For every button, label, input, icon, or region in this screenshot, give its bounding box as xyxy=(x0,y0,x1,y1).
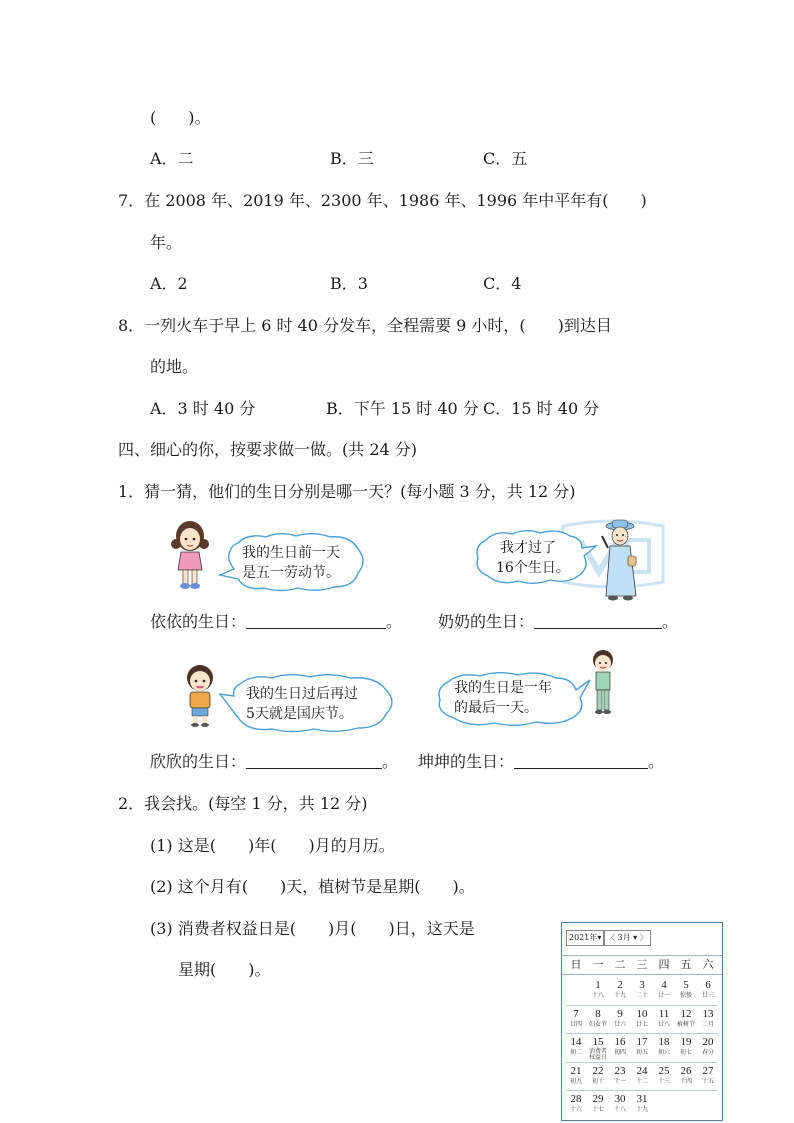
calendar-day-cell[interactable] xyxy=(631,1006,653,1034)
calendar-day-number: 28 xyxy=(570,1093,582,1105)
q6-option-b: B．三 xyxy=(330,149,374,168)
calendar-day-number: 31 xyxy=(636,1093,648,1105)
calendar-day-number: 17 xyxy=(636,1036,648,1048)
calendar-lunar-label: 廿四 xyxy=(569,1020,582,1028)
calendar-day-number: 12 xyxy=(680,1007,692,1020)
calendar-day-number: 4 xyxy=(661,979,667,991)
calendar-day-number: 16 xyxy=(614,1036,626,1048)
calendar-day-number: 22 xyxy=(592,1064,604,1077)
weekday-header: 日 xyxy=(570,958,582,971)
calendar-day-cell[interactable] xyxy=(565,1034,587,1062)
answer-xinxin xyxy=(150,752,398,772)
bubble-grandma-line2: 16个生日。 xyxy=(496,560,570,576)
calendar-day-cell[interactable] xyxy=(697,1006,719,1034)
calendar-day-number: 8 xyxy=(595,1007,601,1020)
month-select[interactable]: 〈 3月 ▾ 〉 xyxy=(604,930,651,946)
q7-option-c: C．4 xyxy=(483,274,522,293)
answer-xinxin-blank[interactable] xyxy=(246,752,382,769)
calendar-lunar-label: 十一 xyxy=(613,1077,626,1085)
weekday-header: 六 xyxy=(702,958,714,971)
q7-option-a: A．2 xyxy=(150,274,188,293)
calendar-lunar-label: 初二 xyxy=(569,1049,582,1056)
calendar-lunar-label: 初九 xyxy=(569,1077,582,1085)
calendar-lunar-label: 消费者权益日 xyxy=(588,1048,607,1061)
speech-bubble-grandma xyxy=(470,528,598,586)
calendar-lunar-label: 初六 xyxy=(657,1049,670,1056)
q8-stem-line1: 8．一列火车于早上 6 时 40 分发车，全程需要 9 小时，( )到达目 xyxy=(118,316,612,335)
calendar-lunar-label: 初十 xyxy=(591,1077,604,1085)
calendar-day-cell[interactable] xyxy=(587,977,609,1005)
calendar-header xyxy=(562,923,722,951)
calendar-day-cell[interactable] xyxy=(587,1034,609,1062)
calendar-lunar-label: 二十 xyxy=(635,992,648,999)
calendar-lunar-label: 惊蛰 xyxy=(679,992,692,999)
q7-stem-line2: 年。 xyxy=(150,233,183,252)
calendar-day-cell[interactable] xyxy=(631,1091,653,1119)
calendar-lunar-label: 十六 xyxy=(569,1106,582,1113)
calendar-lunar-label: 十五 xyxy=(701,1077,714,1085)
calendar-lunar-label: 十二 xyxy=(635,1077,648,1085)
calendar-lunar-label: 十八 xyxy=(613,1106,626,1113)
answer-kunkun-end: 。 xyxy=(648,752,665,771)
answer-xinxin-end: 。 xyxy=(382,752,399,771)
q8-option-c: C．15 时 40 分 xyxy=(483,399,600,418)
calendar-day-cell[interactable] xyxy=(675,1063,697,1091)
calendar-day-number: 27 xyxy=(702,1064,714,1077)
calendar-day-cell[interactable] xyxy=(587,1091,609,1119)
calendar-day-cell[interactable] xyxy=(609,1063,631,1091)
calendar-day-number: 26 xyxy=(680,1064,692,1077)
calendar-day-cell[interactable] xyxy=(609,1006,631,1034)
boy-xinxin-illustration xyxy=(180,662,220,728)
answer-kunkun-blank[interactable] xyxy=(514,752,648,769)
q8-stem-line2: 的地。 xyxy=(150,357,199,376)
bubble-xinxin-line1: 我的生日过后再过 xyxy=(246,686,358,702)
year-select[interactable]: 2021年▾ xyxy=(566,930,604,946)
bubble-grandma-line1: 我才过了 xyxy=(500,540,556,556)
calendar-day-number: 20 xyxy=(702,1036,714,1048)
calendar-lunar-label: 廿八 xyxy=(657,1020,670,1028)
speech-bubble-kunkun xyxy=(432,670,592,728)
part2-title: 2．我会找。(每空 1 分，共 12 分) xyxy=(118,794,368,813)
answer-yiyi xyxy=(150,612,402,632)
calendar-day-number: 14 xyxy=(570,1036,582,1048)
speech-bubble-xinxin xyxy=(218,672,398,734)
calendar-day-cell[interactable] xyxy=(631,977,653,1005)
q7-stem-line1: 7．在 2008 年、2019 年、2300 年、1986 年、1996 年中平年有( ) xyxy=(118,191,647,210)
calendar-lunar-label: 十九 xyxy=(613,992,626,999)
calendar-day-cell[interactable] xyxy=(587,1063,609,1091)
calendar-day-number: 21 xyxy=(570,1064,582,1077)
calendar-day-number: 9 xyxy=(617,1007,623,1020)
grandma-illustration xyxy=(598,518,642,602)
calendar-lunar-label: 春分 xyxy=(701,1049,714,1056)
calendar-day-cell[interactable] xyxy=(653,1063,675,1091)
girl-yiyi-illustration xyxy=(168,516,212,592)
calendar-day-number: 25 xyxy=(658,1064,670,1077)
calendar-lunar-label: 十四 xyxy=(679,1077,692,1085)
speech-bubble-yiyi xyxy=(218,531,368,593)
calendar-day-number: 5 xyxy=(683,979,689,991)
calendar-day-cell[interactable] xyxy=(697,977,719,1005)
weekday-header: 五 xyxy=(680,958,692,971)
calendar-lunar-label: 十七 xyxy=(591,1106,604,1113)
calendar-day-number: 15 xyxy=(592,1036,604,1048)
answer-xinxin-label: 欣欣的生日： xyxy=(150,752,247,771)
calendar-lunar-label: 初四 xyxy=(613,1049,626,1056)
calendar-day-number: 1 xyxy=(595,979,601,991)
part2-sub1: (1) 这是( )年( )月的月历。 xyxy=(150,836,395,855)
calendar-day-number: 7 xyxy=(573,1007,579,1020)
calendar-day-cell[interactable] xyxy=(653,1006,675,1034)
calendar-day-cell[interactable] xyxy=(565,1091,587,1119)
weekday-header: 四 xyxy=(658,958,670,971)
answer-kunkun xyxy=(418,752,664,772)
calendar-day-number: 11 xyxy=(658,1007,670,1020)
bubble-kunkun-line1: 我的生日是一年 xyxy=(454,680,552,696)
calendar-day-cell[interactable] xyxy=(631,1063,653,1091)
answer-grandma-end: 。 xyxy=(662,612,679,631)
calendar-day-cell[interactable] xyxy=(609,977,631,1005)
calendar-lunar-label: 初七 xyxy=(679,1049,692,1056)
part2-sub3-line1: (3) 消费者权益日是( )月( )日，这天是 xyxy=(150,919,475,938)
calendar-day-cell[interactable] xyxy=(565,1063,587,1091)
calendar-day-number: 29 xyxy=(592,1093,604,1105)
calendar-day-cell[interactable] xyxy=(653,977,675,1005)
calendar-lunar-label: 妇女节 xyxy=(588,1020,607,1028)
weekday-header: 二 xyxy=(614,958,626,971)
q8-option-a: A．3 时 40 分 xyxy=(150,399,256,418)
calendar-day-number: 23 xyxy=(614,1064,626,1077)
calendar-day-number: 18 xyxy=(658,1036,670,1048)
calendar-day-cell[interactable] xyxy=(653,1034,675,1062)
q6-option-a: A．二 xyxy=(150,149,194,168)
q8-option-b: B．下午 15 时 40 分 xyxy=(326,399,479,418)
calendar-lunar-label: 初五 xyxy=(635,1049,648,1056)
bubble-kunkun-line2: 的最后一天。 xyxy=(454,700,538,716)
section-title: 四、细心的你，按要求做一做。(共 24 分) xyxy=(118,440,418,459)
calendar-day-cell[interactable] xyxy=(675,977,697,1005)
part2-sub3-line2: 星期( )。 xyxy=(178,960,271,979)
calendar-lunar-label: 廿一 xyxy=(657,992,670,999)
calendar-day-cell[interactable] xyxy=(609,1034,631,1062)
calendar-day-number: 19 xyxy=(680,1036,692,1048)
calendar-day-number: 30 xyxy=(614,1093,626,1105)
calendar-lunar-label: 廿六 xyxy=(613,1020,626,1028)
answer-yiyi-label: 依依的生日： xyxy=(150,612,247,631)
weekday-header: 一 xyxy=(592,958,604,971)
calendar-day-cell[interactable] xyxy=(675,1006,697,1034)
calendar-day-cell[interactable] xyxy=(675,1034,697,1062)
calendar-day-cell[interactable] xyxy=(609,1091,631,1119)
bubble-yiyi-line1: 我的生日前一天 xyxy=(242,545,340,561)
boy-kunkun-illustration xyxy=(588,648,618,716)
calendar-day-number: 3 xyxy=(639,979,645,991)
calendar-day-number: 6 xyxy=(705,979,711,991)
calendar-day-number: 10 xyxy=(636,1007,648,1020)
calendar-day-cell[interactable] xyxy=(697,1034,719,1062)
calendar-day-cell[interactable] xyxy=(631,1034,653,1062)
calendar-lunar-label: 二月 xyxy=(701,1020,714,1028)
answer-kunkun-label: 坤坤的生日： xyxy=(418,752,515,771)
answer-yiyi-blank[interactable] xyxy=(246,612,386,629)
calendar-day-cell[interactable] xyxy=(565,1006,587,1034)
calendar-lunar-label: 廿七 xyxy=(635,1020,648,1028)
calendar-day-cell[interactable] xyxy=(587,1006,609,1034)
answer-grandma xyxy=(438,612,678,632)
calendar-day-cell[interactable] xyxy=(697,1063,719,1091)
calendar-day-number: 2 xyxy=(617,979,623,991)
calendar-lunar-label: 廿三 xyxy=(701,992,714,999)
q6-option-c: C．五 xyxy=(483,149,528,168)
calendar-weekday-row xyxy=(562,955,722,975)
calendar-lunar-label: 十八 xyxy=(591,992,604,999)
calendar-day-number: 24 xyxy=(636,1064,648,1077)
calendar-lunar-label: 十三 xyxy=(657,1077,670,1085)
calendar-day-number: 13 xyxy=(702,1007,714,1020)
part1-title: 1．猜一猜，他们的生日分别是哪一天？(每小题 3 分，共 12 分) xyxy=(118,482,576,501)
calendar-widget xyxy=(561,922,723,1121)
answer-grandma-blank[interactable] xyxy=(534,612,662,629)
calendar-lunar-label: 植树节 xyxy=(676,1020,695,1028)
calendar-lunar-label: 十九 xyxy=(635,1106,648,1113)
q7-option-b: B．3 xyxy=(330,274,368,293)
part2-sub2: (2) 这个月有( )天，植树节是星期( )。 xyxy=(150,877,475,896)
answer-yiyi-end: 。 xyxy=(386,612,403,631)
weekday-header: 三 xyxy=(636,958,648,971)
bubble-xinxin-line2: 5天就是国庆节。 xyxy=(246,706,353,722)
q6-continuation: ( )。 xyxy=(150,108,211,127)
bubble-yiyi-line2: 是五一劳动节。 xyxy=(242,565,340,581)
answer-grandma-label: 奶奶的生日： xyxy=(438,612,535,631)
